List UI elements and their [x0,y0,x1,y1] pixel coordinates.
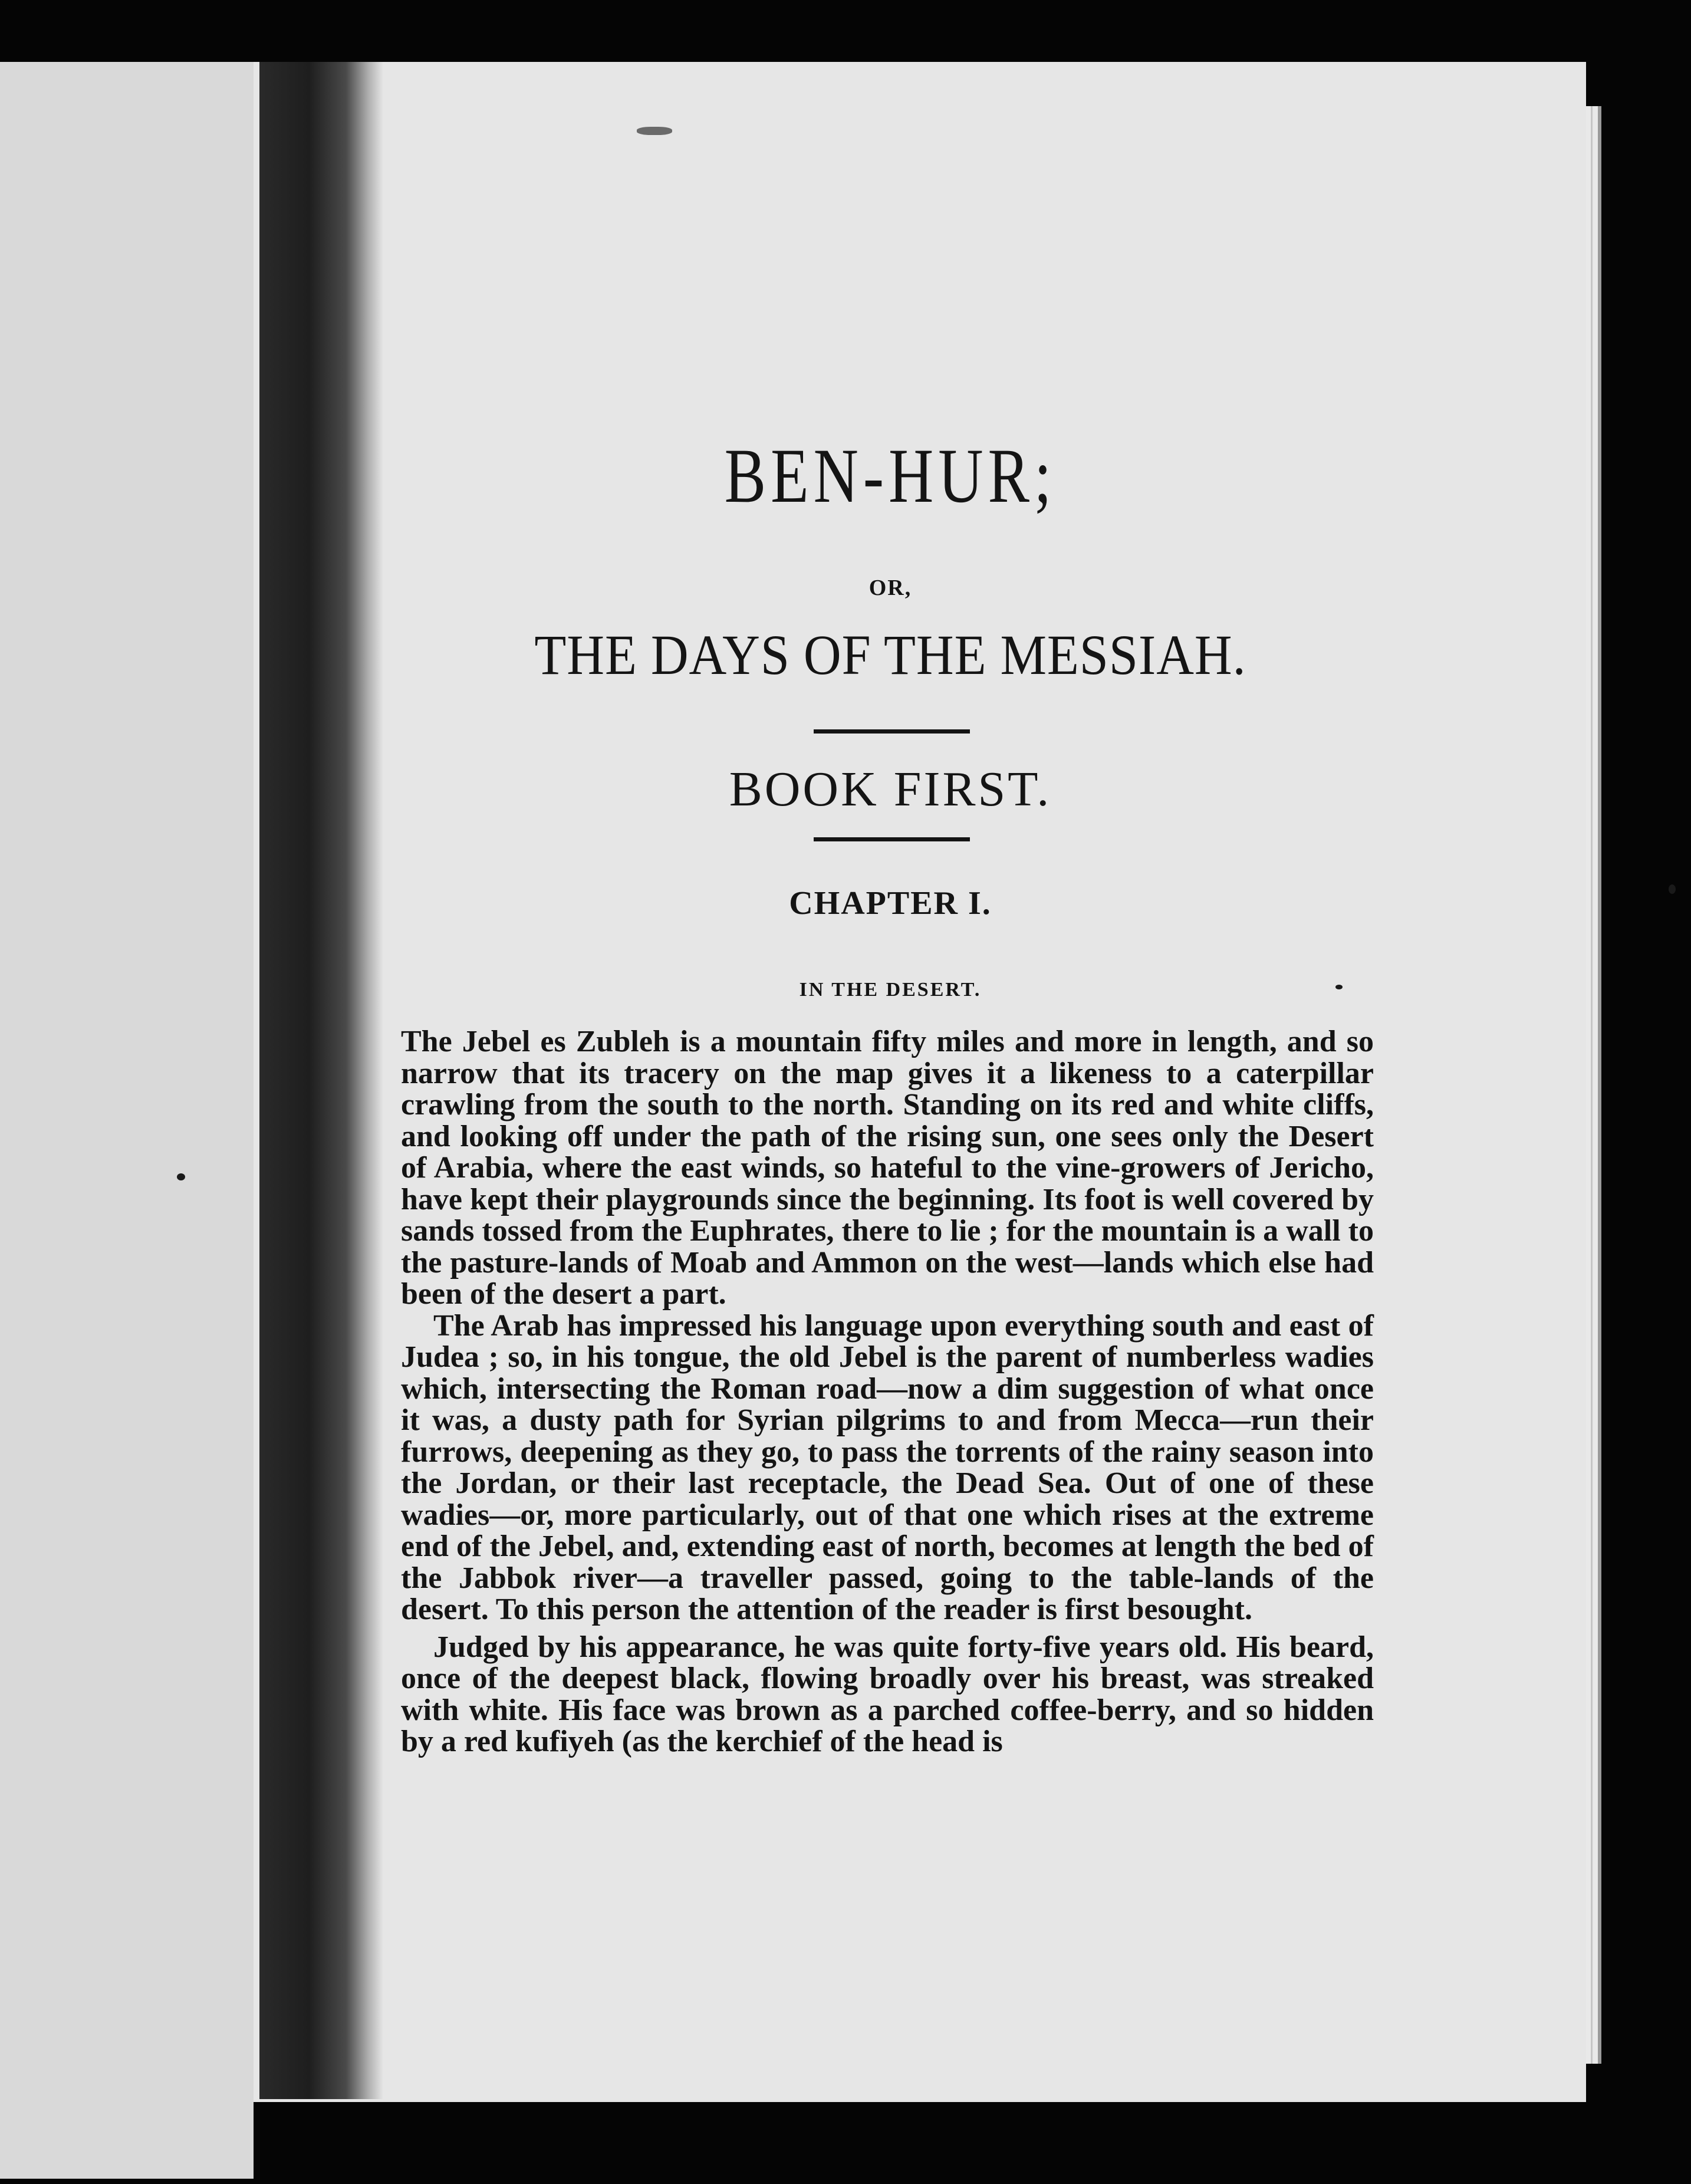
section-heading: IN THE DESERT. [799,979,982,1001]
gutter-shadow [259,62,383,2099]
title-connector: OR, [868,575,912,600]
divider-rule [814,729,970,734]
book-heading: BOOK FIRST. [729,762,1052,817]
book-subtitle: THE DAYS OF THE MESSIAH. [534,623,1246,686]
body-paragraph: Judged by his appearance, he was quite forty-five years old. His beard, once of the deepest black, flowing broadly over his breast, was streaked with white. His face was brown as a parched coffee-berry, and so hidden by a red kufiyeh (as the kerchief of the head is [401,1630,1374,1758]
divider-rule [814,837,970,841]
body-paragraph: The Jebel es Zubleh is a mountain fifty miles and more in length, and so narrow that its tracery on the map gives it a likeness to a caterpillar crawling from the south to the north. Standing on its red and white cliffs, and looking off under the path of the rising sun, one sees only the Desert of Arabia, where the east winds, so hateful to the vine-growers of Jericho, have kept their playgrounds since the beginning. Its foot is well covered by sands tossed from the Euphrates, there to lie ; for the mountain is a wall to the pasture-lands of Moab and Ammon on the west—lands which else had been of the desert a part. [401,1025,1374,1311]
chapter-heading: CHAPTER I. [789,885,992,922]
chapter-body [401,1026,1374,1758]
ink-speck [637,127,672,135]
ink-speck [1669,884,1676,894]
body-paragraph: The Arab has impressed his language upon everything south and east of Judea ; so, in his tongue, the old Jebel is the parent of numberless wadies which, intersecting the Roman road—now a dim suggestion of what once it was, a dusty path for Syrian pilgrims to and from Mecca—run their furrows, deepening as they go, to pass the torrents of the rainy season into the Jordan, or their last receptacle, the Dead Sea. Out of one of these wadies—or, more particularly, out of that one which rises at the extreme end of the Jebel, and, extending east of north, becomes at length the bed of the Jabbok river—a traveller passed, going to the table-lands of the desert. To this person the attention of the reader is first besought. [401,1308,1374,1626]
ink-speck [177,1173,185,1180]
facing-page [0,62,254,2179]
book-title: BEN-HUR; [724,432,1057,519]
